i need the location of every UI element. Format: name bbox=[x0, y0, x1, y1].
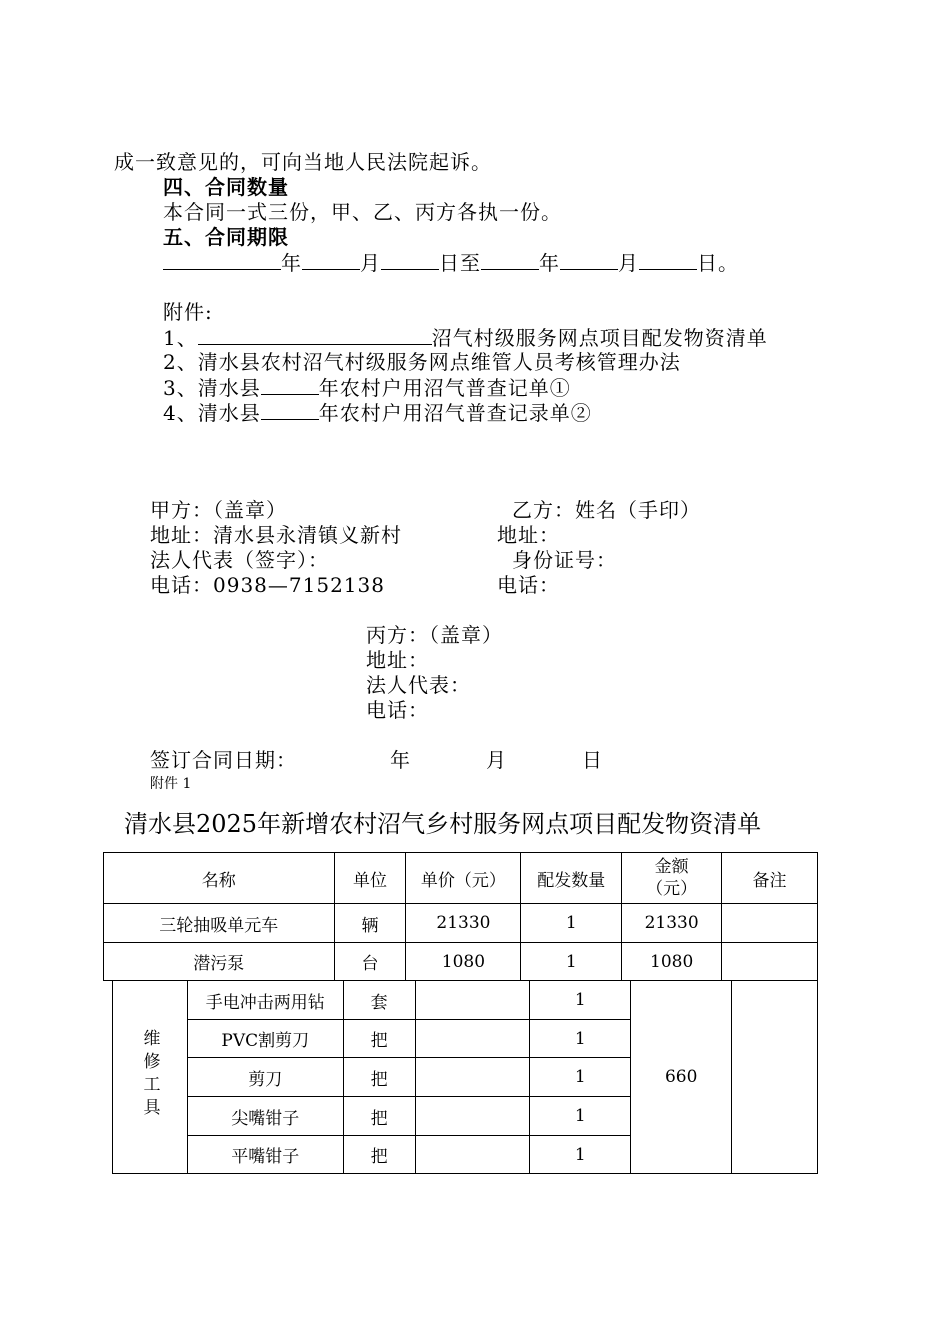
party-b-phone: 电话： bbox=[497, 573, 560, 597]
cell-name: 手电冲击两用钻 bbox=[187, 981, 343, 1020]
cell-name: 平嘴钳子 bbox=[187, 1136, 343, 1174]
blank-line bbox=[163, 250, 281, 270]
cell-name: 三轮抽吸单元车 bbox=[104, 904, 335, 943]
party-a-rep: 法人代表（签字）： bbox=[150, 548, 329, 572]
cell-name: 潜污泵 bbox=[104, 943, 335, 981]
blank-line bbox=[261, 400, 319, 420]
cell-qty: 1 bbox=[530, 1136, 631, 1174]
party-c-label: 丙方：（盖章） bbox=[366, 623, 503, 647]
materials-table bbox=[103, 852, 818, 981]
section-heading: 四、合同数量 bbox=[163, 175, 289, 199]
attachment-item-1 bbox=[163, 325, 768, 350]
cell-qty: 1 bbox=[521, 943, 622, 981]
day-end-label: 日。 bbox=[697, 251, 739, 275]
appendix-title: 清水县2025年新增农村沼气乡村服务网点项目配发物资清单 bbox=[124, 810, 762, 838]
party-b-address: 地址： bbox=[497, 523, 560, 547]
blank-line bbox=[639, 250, 697, 270]
cell-unit: 把 bbox=[343, 1020, 415, 1058]
cell-unit: 套 bbox=[343, 981, 415, 1020]
cell-qty: 1 bbox=[530, 1020, 631, 1058]
party-b-id: 身份证号： bbox=[512, 548, 617, 572]
party-a-label: 甲方：（盖章） bbox=[150, 498, 287, 522]
header-cell: 备注 bbox=[722, 853, 818, 904]
cell-name: 尖嘴钳子 bbox=[187, 1097, 343, 1136]
header-cell: 单价（元） bbox=[406, 853, 521, 904]
month-label: 月 bbox=[360, 251, 381, 275]
cell-unit: 把 bbox=[343, 1058, 415, 1097]
cell-price: 1080 bbox=[406, 943, 521, 981]
appendix-label: 附件 1 bbox=[150, 776, 192, 792]
blank-line bbox=[381, 250, 439, 270]
cell-note bbox=[722, 943, 818, 981]
attachments-label: 附件: bbox=[163, 300, 213, 324]
year-label: 年 bbox=[281, 251, 302, 275]
item-text: 沼气村级服务网点项目配发物资清单 bbox=[431, 326, 768, 350]
party-a-phone: 电话：0938—7152138 bbox=[150, 573, 385, 597]
item-text: 3、清水县 bbox=[163, 376, 261, 400]
cell-price bbox=[415, 981, 530, 1020]
blank-line bbox=[560, 250, 618, 270]
cell-price bbox=[415, 1058, 530, 1097]
party-c-phone: 电话： bbox=[366, 698, 429, 722]
sign-date-label: 签订合同日期： bbox=[150, 748, 297, 772]
group-note bbox=[732, 981, 818, 1174]
cell-qty: 1 bbox=[530, 1097, 631, 1136]
contract-period-line bbox=[163, 250, 739, 275]
cell-amount: 21330 bbox=[622, 904, 722, 943]
cell-unit: 把 bbox=[343, 1136, 415, 1174]
cell-name: PVC割剪刀 bbox=[187, 1020, 343, 1058]
party-b-label: 乙方：姓名（手印） bbox=[512, 498, 701, 522]
table-row bbox=[113, 981, 818, 1020]
group-label: 维修工具 bbox=[139, 1028, 160, 1121]
text-line: 成一致意见的，可向当地人民法院起诉。 bbox=[114, 150, 492, 174]
text-line: 本合同一式三份，甲、乙、丙方各执一份。 bbox=[163, 200, 562, 224]
header-cell: 单位 bbox=[334, 853, 406, 904]
cell-qty: 1 bbox=[530, 1058, 631, 1097]
attachment-item-3 bbox=[163, 375, 571, 400]
cell-amount: 1080 bbox=[622, 943, 722, 981]
cell-price bbox=[415, 1097, 530, 1136]
tools-table bbox=[112, 980, 818, 1174]
section-heading: 五、合同期限 bbox=[163, 225, 289, 249]
table-row bbox=[104, 943, 818, 981]
group-amount: 660 bbox=[631, 981, 732, 1174]
cell-name: 剪刀 bbox=[187, 1058, 343, 1097]
blank-line bbox=[261, 375, 319, 395]
cell-price: 21330 bbox=[406, 904, 521, 943]
sign-day-label: 日 bbox=[582, 748, 603, 772]
party-c-address: 地址： bbox=[366, 648, 429, 672]
cell-qty: 1 bbox=[530, 981, 631, 1020]
blank-line bbox=[302, 250, 360, 270]
item-number: 1、 bbox=[163, 326, 198, 350]
month-label: 月 bbox=[618, 251, 639, 275]
attachment-item-2: 2、清水县农村沼气村级服务网点维管人员考核管理办法 bbox=[163, 350, 681, 374]
party-a-address: 地址：清水县永清镇义新村 bbox=[150, 523, 402, 547]
sign-year-label: 年 bbox=[390, 748, 411, 772]
table-row bbox=[104, 904, 818, 943]
party-c-rep: 法人代表： bbox=[366, 673, 471, 697]
year-label: 年 bbox=[539, 251, 560, 275]
header-cell: 配发数量 bbox=[521, 853, 622, 904]
table-header-row bbox=[104, 853, 818, 904]
cell-qty: 1 bbox=[521, 904, 622, 943]
group-label-cell bbox=[113, 981, 188, 1174]
item-text: 4、清水县 bbox=[163, 401, 261, 425]
cell-unit: 台 bbox=[334, 943, 406, 981]
header-cell: 金额 （元） bbox=[622, 853, 722, 904]
blank-line bbox=[481, 250, 539, 270]
attachment-item-4 bbox=[163, 400, 592, 425]
item-text: 年农村户用沼气普查记单① bbox=[318, 376, 571, 400]
day-to-label: 日至 bbox=[439, 251, 481, 275]
cell-unit: 把 bbox=[343, 1097, 415, 1136]
cell-note bbox=[722, 904, 818, 943]
header-cell: 名称 bbox=[104, 853, 335, 904]
blank-line bbox=[198, 325, 432, 345]
cell-unit: 辆 bbox=[334, 904, 406, 943]
sign-month-label: 月 bbox=[486, 748, 507, 772]
cell-price bbox=[415, 1020, 530, 1058]
cell-price bbox=[415, 1136, 530, 1174]
item-text: 年农村户用沼气普查记录单② bbox=[318, 401, 592, 425]
